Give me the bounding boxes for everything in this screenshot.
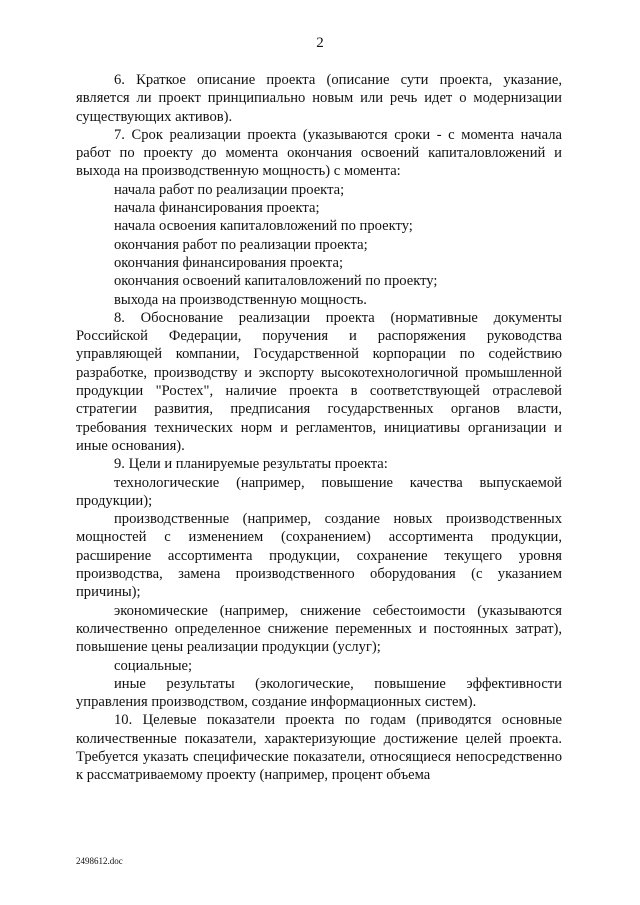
list-item: окончания работ по реализации проекта; — [114, 236, 368, 253]
paragraph-8-justification: 8. Обоснование реализации проекта (нормативные документы Российской Федерации, поручения и распоряжения руководства управляющей компании, Государственной корпорации по содействию разработке, производству и экспорту высокотехнологичной промышленной продукции "Ростех", наличие проекта в соответствующей отраслевой стратегии развития, предписания государственных органов власти, требования технических норм и регламентов, инициативы организации и иные основания). — [76, 309, 562, 454]
list-item: выхода на производственную мощность. — [114, 291, 367, 308]
list-item: окончания освоений капиталовложений по проекту; — [114, 273, 438, 290]
goal-production: производственные (например, создание новых производственных мощностей с изменением (сохранением) ассортимента продукции, расширение ассортимента продукции, сохранение текущего уровня производства, замена производственного оборудования (с указанием причины); — [76, 511, 562, 601]
goal-social: социальные; — [114, 657, 193, 674]
list-item: окончания финансирования проекта; — [114, 254, 343, 271]
goal-technological: технологические (например, повышение качества выпускаемой продукции); — [76, 474, 562, 509]
list-item: начала освоения капиталовложений по проекту; — [114, 218, 413, 235]
paragraph-6-project-description: 6. Краткое описание проекта (описание сути проекта, указание, является ли проект принципиально новым или речь идет о модернизации существующих активов). — [76, 72, 562, 125]
paragraph-7-implementation-period: 7. Срок реализации проекта (указываются сроки - с момента начала работ по проекту до момента окончания освоений капиталовложений и выхода на производственную мощность) с момента: — [76, 126, 562, 180]
list-item: начала работ по реализации проекта; — [114, 181, 345, 198]
document-body — [76, 71, 562, 785]
footer-filename: 2498612.doc — [76, 856, 123, 866]
goal-other: иные результаты (экологические, повышение эффективности управления производством, создание информационных систем). — [76, 675, 562, 711]
goal-economic: экономические (например, снижение себестоимости (указываются количественно определенное снижение переменных и постоянных затрат), повышение цены реализации продукции (услуг); — [76, 602, 562, 656]
page-number: 2 — [316, 35, 324, 51]
paragraph-10-target-indicators: 10. Целевые показатели проекта по годам (приводятся основные количественные показатели, характеризующие достижение целей проекта. Требуется указать специфические показатели, относящиеся непосредственно к рассматриваемому проекту (например, процент объема — [76, 712, 562, 784]
list-item: начала финансирования проекта; — [114, 200, 320, 217]
paragraph-9-goals: 9. Цели и планируемые результаты проекта: — [114, 456, 388, 473]
